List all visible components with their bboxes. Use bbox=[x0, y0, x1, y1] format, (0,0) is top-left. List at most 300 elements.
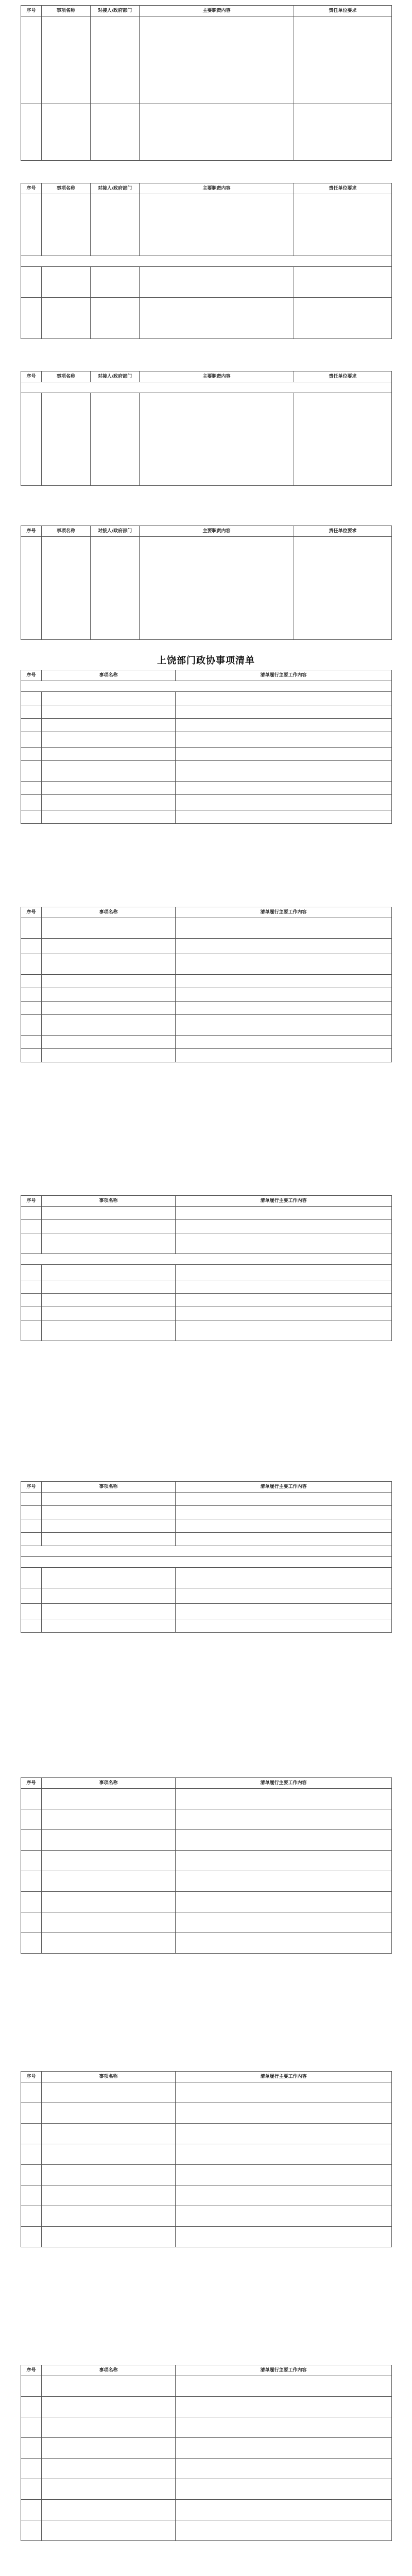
cell-item bbox=[42, 1519, 176, 1533]
cell-content bbox=[176, 705, 392, 719]
list-page bbox=[21, 907, 391, 1062]
table-row bbox=[21, 1789, 392, 1809]
cell-dept bbox=[294, 393, 392, 486]
cell-seq bbox=[21, 1809, 42, 1830]
table-row bbox=[21, 2144, 392, 2165]
cell-content bbox=[176, 2185, 392, 2206]
cell-content bbox=[176, 1851, 392, 1871]
cell-item bbox=[42, 1830, 176, 1851]
cell-content bbox=[176, 1506, 392, 1519]
table-row bbox=[21, 1220, 392, 1233]
table-row bbox=[21, 1851, 392, 1871]
cell-seq bbox=[21, 810, 42, 824]
cell-org bbox=[91, 393, 140, 486]
col-seq: 序号 bbox=[21, 6, 42, 16]
table-row bbox=[21, 1933, 392, 1954]
cell-seq bbox=[21, 748, 42, 761]
cell-item bbox=[42, 1604, 176, 1619]
cell-content bbox=[176, 1619, 392, 1633]
cell-content bbox=[176, 2165, 392, 2185]
page-c bbox=[21, 371, 391, 486]
cell-org bbox=[91, 537, 140, 640]
section-title bbox=[21, 1254, 392, 1265]
cell-content bbox=[176, 1280, 392, 1294]
col-duty: 主要职责内容 bbox=[140, 6, 294, 16]
cell-duty bbox=[140, 298, 294, 339]
cell-item bbox=[42, 2165, 176, 2185]
cell-item bbox=[42, 719, 176, 732]
cell-seq bbox=[21, 1851, 42, 1871]
table-row bbox=[21, 104, 392, 161]
cell-content bbox=[176, 2082, 392, 2103]
col-seq: 序号 bbox=[21, 183, 42, 194]
cell-content bbox=[176, 810, 392, 824]
table-header bbox=[21, 1778, 392, 1789]
cell-item bbox=[42, 2227, 176, 2247]
cell-item bbox=[42, 298, 91, 339]
col-item: 事项名称 bbox=[42, 2365, 176, 2376]
cell-item bbox=[42, 1207, 176, 1220]
cell-seq bbox=[21, 719, 42, 732]
col-duty: 主要职责内容 bbox=[140, 526, 294, 537]
cell-seq bbox=[21, 1604, 42, 1619]
cell-content bbox=[176, 1493, 392, 1506]
table-row bbox=[21, 1533, 392, 1546]
col-item: 事项名称 bbox=[42, 183, 91, 194]
matter-table bbox=[21, 1195, 392, 1341]
table-header bbox=[21, 371, 392, 382]
duty-table bbox=[21, 526, 392, 640]
col-seq: 序号 bbox=[21, 1196, 42, 1207]
table-header bbox=[21, 1482, 392, 1493]
table-row bbox=[21, 732, 392, 748]
cell-content bbox=[176, 2103, 392, 2124]
table-row bbox=[21, 1233, 392, 1254]
cell-content bbox=[176, 1307, 392, 1320]
cell-item bbox=[42, 2459, 176, 2479]
cell-item bbox=[42, 16, 91, 104]
col-org: 对接人/政府部门 bbox=[91, 371, 140, 382]
cell-item bbox=[42, 1220, 176, 1233]
cell-item bbox=[42, 761, 176, 782]
matter-table bbox=[21, 907, 392, 1062]
table-row bbox=[21, 795, 392, 810]
matter-table bbox=[21, 2071, 392, 2247]
cell-content bbox=[176, 732, 392, 748]
cell-seq bbox=[21, 2144, 42, 2165]
cell-dept bbox=[294, 194, 392, 256]
cell-content bbox=[176, 1207, 392, 1220]
table-row bbox=[21, 1809, 392, 1830]
table-row bbox=[21, 1002, 392, 1015]
cell-seq bbox=[21, 1265, 42, 1280]
cell-content bbox=[176, 2124, 392, 2144]
cell-item bbox=[42, 1002, 176, 1015]
table-row bbox=[21, 1280, 392, 1294]
col-item: 事项名称 bbox=[42, 670, 176, 681]
cell-content bbox=[176, 1588, 392, 1604]
table-row bbox=[21, 2227, 392, 2247]
section-row bbox=[21, 681, 392, 692]
section-row bbox=[21, 382, 392, 393]
table-header bbox=[21, 907, 392, 918]
cell-seq bbox=[21, 2459, 42, 2479]
cell-seq bbox=[21, 1036, 42, 1049]
table-row bbox=[21, 1588, 392, 1604]
list-page bbox=[21, 2071, 391, 2247]
col-dept: 责任单位要求 bbox=[294, 526, 392, 537]
matter-table bbox=[21, 670, 392, 824]
col-content: 清单履行主要工作内容 bbox=[176, 2365, 392, 2376]
cell-seq bbox=[21, 1892, 42, 1912]
table-row bbox=[21, 267, 392, 298]
cell-seq bbox=[21, 918, 42, 939]
cell-duty bbox=[140, 194, 294, 256]
page-d bbox=[21, 526, 391, 640]
cell-content bbox=[176, 761, 392, 782]
cell-dept bbox=[294, 298, 392, 339]
table-row bbox=[21, 782, 392, 795]
section-row bbox=[21, 1557, 392, 1568]
cell-item bbox=[42, 748, 176, 761]
cell-seq bbox=[21, 2165, 42, 2185]
table-row bbox=[21, 2520, 392, 2541]
cell-seq bbox=[21, 1015, 42, 1036]
cell-item bbox=[42, 975, 176, 988]
table-header bbox=[21, 183, 392, 194]
matter-table bbox=[21, 2365, 392, 2541]
cell-item bbox=[42, 1015, 176, 1036]
table-row bbox=[21, 975, 392, 988]
cell-seq bbox=[21, 988, 42, 1002]
cell-seq bbox=[21, 2124, 42, 2144]
table-row bbox=[21, 1519, 392, 1533]
table-row bbox=[21, 2103, 392, 2124]
cell-duty bbox=[140, 393, 294, 486]
table-row bbox=[21, 1265, 392, 1280]
cell-content bbox=[176, 975, 392, 988]
table-row bbox=[21, 194, 392, 256]
cell-content bbox=[176, 2144, 392, 2165]
col-item: 事项名称 bbox=[42, 1482, 176, 1493]
cell-item bbox=[42, 1320, 176, 1341]
cell-org bbox=[91, 16, 140, 104]
cell-item bbox=[42, 1568, 176, 1588]
matter-table bbox=[21, 1481, 392, 1633]
cell-item bbox=[42, 194, 91, 256]
table-row bbox=[21, 1493, 392, 1506]
table-row bbox=[21, 988, 392, 1002]
section-title bbox=[21, 256, 392, 267]
cell-content bbox=[176, 1294, 392, 1307]
table-row bbox=[21, 692, 392, 705]
col-org: 对接人/政府部门 bbox=[91, 183, 140, 194]
cell-content bbox=[176, 748, 392, 761]
cell-item bbox=[42, 1049, 176, 1062]
table-row bbox=[21, 2500, 392, 2520]
table-row bbox=[21, 537, 392, 640]
cell-item bbox=[42, 939, 176, 954]
cell-content bbox=[176, 1568, 392, 1588]
table-row bbox=[21, 2124, 392, 2144]
col-seq: 序号 bbox=[21, 907, 42, 918]
cell-seq bbox=[21, 2479, 42, 2500]
cell-org bbox=[91, 267, 140, 298]
cell-seq bbox=[21, 2438, 42, 2459]
table-row bbox=[21, 2165, 392, 2185]
cell-content bbox=[176, 2417, 392, 2438]
list-page bbox=[21, 2365, 391, 2541]
cell-content bbox=[176, 954, 392, 975]
cell-duty bbox=[140, 537, 294, 640]
cell-content bbox=[176, 2397, 392, 2417]
cell-item bbox=[42, 1619, 176, 1633]
cell-seq bbox=[21, 1320, 42, 1341]
cell-item bbox=[42, 1280, 176, 1294]
col-item: 事项名称 bbox=[42, 1196, 176, 1207]
table-row bbox=[21, 1207, 392, 1220]
cell-seq bbox=[21, 1207, 42, 1220]
cell-item bbox=[42, 1912, 176, 1933]
cell-content bbox=[176, 1265, 392, 1280]
cell-item bbox=[42, 537, 91, 640]
col-item: 事项名称 bbox=[42, 526, 91, 537]
cell-item bbox=[42, 2500, 176, 2520]
cell-seq bbox=[21, 1049, 42, 1062]
cell-duty bbox=[140, 16, 294, 104]
col-seq: 序号 bbox=[21, 1482, 42, 1493]
cell-content bbox=[176, 2520, 392, 2541]
cell-org bbox=[91, 194, 140, 256]
table-row bbox=[21, 298, 392, 339]
table-row bbox=[21, 2479, 392, 2500]
cell-content bbox=[176, 1015, 392, 1036]
cell-content bbox=[176, 1912, 392, 1933]
cell-item bbox=[42, 782, 176, 795]
cell-seq bbox=[21, 1912, 42, 1933]
cell-content bbox=[176, 1533, 392, 1546]
col-content: 清单履行主要工作内容 bbox=[176, 670, 392, 681]
cell-duty bbox=[140, 104, 294, 161]
cell-item bbox=[42, 393, 91, 486]
cell-seq bbox=[21, 1933, 42, 1954]
cell-org bbox=[91, 104, 140, 161]
cell-seq bbox=[21, 298, 42, 339]
cell-seq bbox=[21, 761, 42, 782]
cell-seq bbox=[21, 1294, 42, 1307]
col-seq: 序号 bbox=[21, 526, 42, 537]
cell-seq bbox=[21, 1233, 42, 1254]
cell-item bbox=[42, 1851, 176, 1871]
table-row bbox=[21, 1294, 392, 1307]
cell-seq bbox=[21, 1533, 42, 1546]
cell-seq bbox=[21, 2520, 42, 2541]
cell-seq bbox=[21, 2185, 42, 2206]
cell-seq bbox=[21, 267, 42, 298]
section-title bbox=[21, 1546, 392, 1557]
cell-seq bbox=[21, 1220, 42, 1233]
col-content: 清单履行主要工作内容 bbox=[176, 907, 392, 918]
cell-seq bbox=[21, 1830, 42, 1851]
cell-item bbox=[42, 2438, 176, 2459]
table-row bbox=[21, 1830, 392, 1851]
cell-item bbox=[42, 1294, 176, 1307]
cell-seq bbox=[21, 194, 42, 256]
section-title bbox=[21, 382, 392, 393]
cell-seq bbox=[21, 2227, 42, 2247]
duty-table bbox=[21, 371, 392, 486]
cell-seq bbox=[21, 104, 42, 161]
table-row bbox=[21, 918, 392, 939]
cell-dept bbox=[294, 104, 392, 161]
table-row bbox=[21, 748, 392, 761]
table-header bbox=[21, 670, 392, 681]
table-row bbox=[21, 1307, 392, 1320]
cell-item bbox=[42, 918, 176, 939]
cell-item bbox=[42, 732, 176, 748]
cell-seq bbox=[21, 705, 42, 719]
section-title bbox=[21, 681, 392, 692]
cell-item bbox=[42, 2144, 176, 2165]
cell-content bbox=[176, 1871, 392, 1892]
col-content: 清单履行主要工作内容 bbox=[176, 1778, 392, 1789]
cell-seq bbox=[21, 2103, 42, 2124]
table-row bbox=[21, 2082, 392, 2103]
cell-item bbox=[42, 705, 176, 719]
table-header bbox=[21, 2365, 392, 2376]
cell-item bbox=[42, 2397, 176, 2417]
table-header bbox=[21, 6, 392, 16]
cell-content bbox=[176, 1233, 392, 1254]
cell-item bbox=[42, 1307, 176, 1320]
cell-item bbox=[42, 988, 176, 1002]
cell-content bbox=[176, 1604, 392, 1619]
cell-item bbox=[42, 1493, 176, 1506]
document-title: 上饶部门政协事项清单 bbox=[157, 655, 255, 666]
cell-item bbox=[42, 267, 91, 298]
cell-item bbox=[42, 2520, 176, 2541]
cell-seq bbox=[21, 537, 42, 640]
cell-seq bbox=[21, 1493, 42, 1506]
cell-content bbox=[176, 1220, 392, 1233]
cell-seq bbox=[21, 2082, 42, 2103]
cell-item bbox=[42, 1036, 176, 1049]
cell-item bbox=[42, 1871, 176, 1892]
cell-seq bbox=[21, 1280, 42, 1294]
table-row bbox=[21, 2417, 392, 2438]
cell-content bbox=[176, 1789, 392, 1809]
cell-item bbox=[42, 1892, 176, 1912]
col-dept: 责任单位要求 bbox=[294, 6, 392, 16]
cell-content bbox=[176, 939, 392, 954]
cell-item bbox=[42, 1933, 176, 1954]
cell-seq bbox=[21, 1307, 42, 1320]
cell-seq bbox=[21, 2397, 42, 2417]
col-dept: 责任单位要求 bbox=[294, 183, 392, 194]
cell-content bbox=[176, 1002, 392, 1015]
cell-seq bbox=[21, 1506, 42, 1519]
col-content: 清单履行主要工作内容 bbox=[176, 1482, 392, 1493]
table-row bbox=[21, 761, 392, 782]
cell-org bbox=[91, 298, 140, 339]
cell-item bbox=[42, 795, 176, 810]
col-item: 事项名称 bbox=[42, 907, 176, 918]
col-seq: 序号 bbox=[21, 670, 42, 681]
cell-content bbox=[176, 1892, 392, 1912]
cell-seq bbox=[21, 1002, 42, 1015]
col-item: 事项名称 bbox=[42, 2072, 176, 2082]
col-item: 事项名称 bbox=[42, 371, 91, 382]
table-row bbox=[21, 1871, 392, 1892]
table-row bbox=[21, 2376, 392, 2397]
cell-seq bbox=[21, 975, 42, 988]
cell-seq bbox=[21, 1619, 42, 1633]
table-row bbox=[21, 2206, 392, 2227]
cell-item bbox=[42, 2124, 176, 2144]
cell-item bbox=[42, 810, 176, 824]
col-seq: 序号 bbox=[21, 371, 42, 382]
table-row bbox=[21, 1568, 392, 1588]
cell-seq bbox=[21, 954, 42, 975]
cell-content bbox=[176, 1519, 392, 1533]
cell-content bbox=[176, 1933, 392, 1954]
section-row bbox=[21, 1254, 392, 1265]
table-row bbox=[21, 393, 392, 486]
cell-item bbox=[42, 2206, 176, 2227]
section-row bbox=[21, 1546, 392, 1557]
cell-item bbox=[42, 1506, 176, 1519]
cell-seq bbox=[21, 732, 42, 748]
cell-seq bbox=[21, 2500, 42, 2520]
col-item: 事项名称 bbox=[42, 1778, 176, 1789]
cell-item bbox=[42, 104, 91, 161]
col-content: 清单履行主要工作内容 bbox=[176, 1196, 392, 1207]
cell-seq bbox=[21, 795, 42, 810]
table-row bbox=[21, 2438, 392, 2459]
table-row bbox=[21, 705, 392, 719]
cell-content bbox=[176, 719, 392, 732]
col-content: 清单履行主要工作内容 bbox=[176, 2072, 392, 2082]
cell-seq bbox=[21, 1871, 42, 1892]
col-item: 事项名称 bbox=[42, 6, 91, 16]
cell-dept bbox=[294, 267, 392, 298]
cell-seq bbox=[21, 939, 42, 954]
matter-table bbox=[21, 1777, 392, 1954]
col-dept: 责任单位要求 bbox=[294, 371, 392, 382]
section-row bbox=[21, 256, 392, 267]
cell-content bbox=[176, 2227, 392, 2247]
page-a bbox=[21, 5, 391, 161]
cell-item bbox=[42, 2103, 176, 2124]
cell-seq bbox=[21, 1789, 42, 1809]
cell-item bbox=[42, 1588, 176, 1604]
cell-item bbox=[42, 1789, 176, 1809]
cell-seq bbox=[21, 692, 42, 705]
cell-content bbox=[176, 2376, 392, 2397]
cell-content bbox=[176, 2500, 392, 2520]
table-row bbox=[21, 1892, 392, 1912]
col-org: 对接人/政府部门 bbox=[91, 6, 140, 16]
col-duty: 主要职责内容 bbox=[140, 371, 294, 382]
list-page bbox=[21, 1777, 391, 1954]
cell-seq bbox=[21, 2206, 42, 2227]
table-row bbox=[21, 810, 392, 824]
table-header bbox=[21, 2072, 392, 2082]
cell-seq bbox=[21, 1588, 42, 1604]
cell-seq bbox=[21, 782, 42, 795]
table-row bbox=[21, 1619, 392, 1633]
table-row bbox=[21, 1015, 392, 1036]
